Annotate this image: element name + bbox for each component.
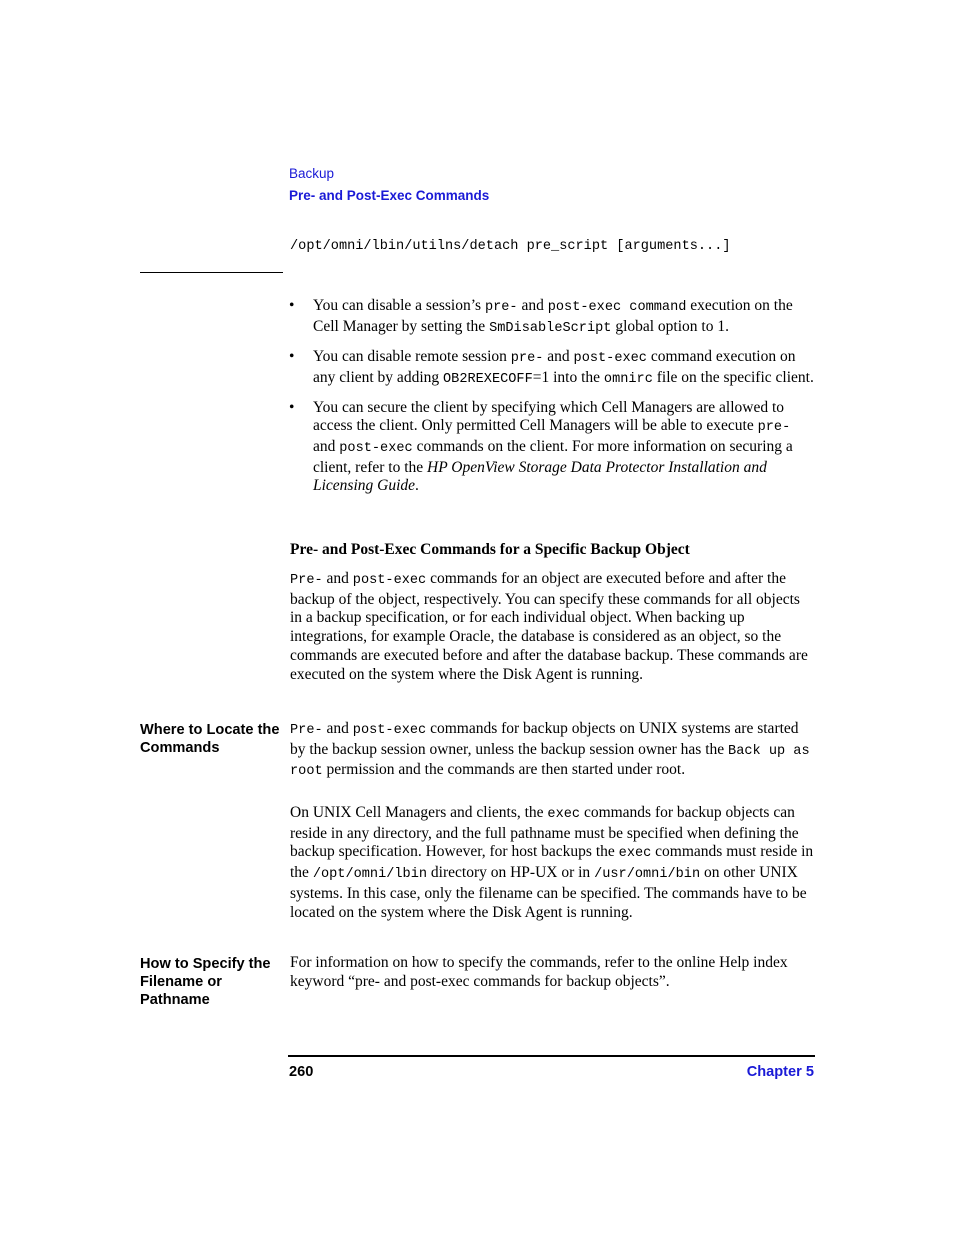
chapter-link[interactable]: Chapter 5 — [746, 1064, 814, 1080]
code-example: /opt/omni/lbin/utilns/detach pre_script [arguments...] — [290, 239, 731, 254]
guide-title: HP OpenView Storage Data Protector Installation and Licensing Guide — [313, 458, 767, 495]
bullet-icon: • — [289, 347, 295, 365]
notes-list — [289, 297, 814, 506]
bullet-icon: • — [289, 398, 295, 416]
list-item: • You can disable remote session pre- and post-exec command execution on any client by adding OB2REXECOFF=1 into the omnirc file on the specific client. — [289, 347, 814, 387]
page-number: 260 — [289, 1064, 314, 1080]
list-item: • You can disable a session’s pre- and post-exec command execution on the Cell Manager by setting the SmDisableScript global option to 1. — [289, 297, 793, 336]
subsection-heading: Pre- and Post-Exec Commands for a Specific Backup Object — [290, 541, 690, 558]
breadcrumb-subsection[interactable]: Pre- and Post-Exec Commands — [289, 188, 490, 203]
side-heading-specify: How to Specify the Filename or Pathname — [140, 956, 271, 1009]
specify-paragraph: For information on how to specify the commands, refer to the online Help index keyword “pre- and post-exec commands for backup objects”. — [290, 954, 788, 990]
bullet-icon: • — [289, 297, 295, 314]
side-heading-locate: Where to Locate the Commands — [140, 722, 280, 757]
specific-object-paragraph: Pre- and post-exec commands for an object are executed before and after the backup of the object, respectively. You can specify these commands for all objects in a backup specification, or for each individual object. When backing up integrations, for example Oracle, the database is considered as an object, so the commands are executed before and after the database backup. These commands are executed on the system where the Disk Agent is running. — [290, 570, 808, 683]
locate-paragraph-2: On UNIX Cell Managers and clients, the exec commands for backup objects can reside in any directory, and the full pathname must be specified when defining the backup specification. However, for host backups the exec commands must reside in the /opt/omni/lbin directory on HP-UX or in /usr/omni/bin on other UNIX systems. In this case, only the filename can be specified. The commands have to be located on the system where the Disk Agent is running. — [290, 804, 814, 921]
footer-rule — [288, 1055, 815, 1057]
locate-paragraph-1: Pre- and post-exec commands for backup objects on UNIX systems are started by the backup session owner, unless the backup session owner has the Back up as root permission and the commands are then started under root. — [290, 720, 810, 780]
breadcrumb-section[interactable]: Backup — [289, 166, 335, 181]
list-item: • You can secure the client by specifying which Cell Managers are allowed to access the client. Only permitted Cell Managers will be able to execute pre- and post-exec commands on the client. For more information on securing a client, refer to the HP OpenView Storage Data Protector Installation and Licensing Guide. — [289, 398, 793, 495]
section-divider — [140, 272, 283, 273]
